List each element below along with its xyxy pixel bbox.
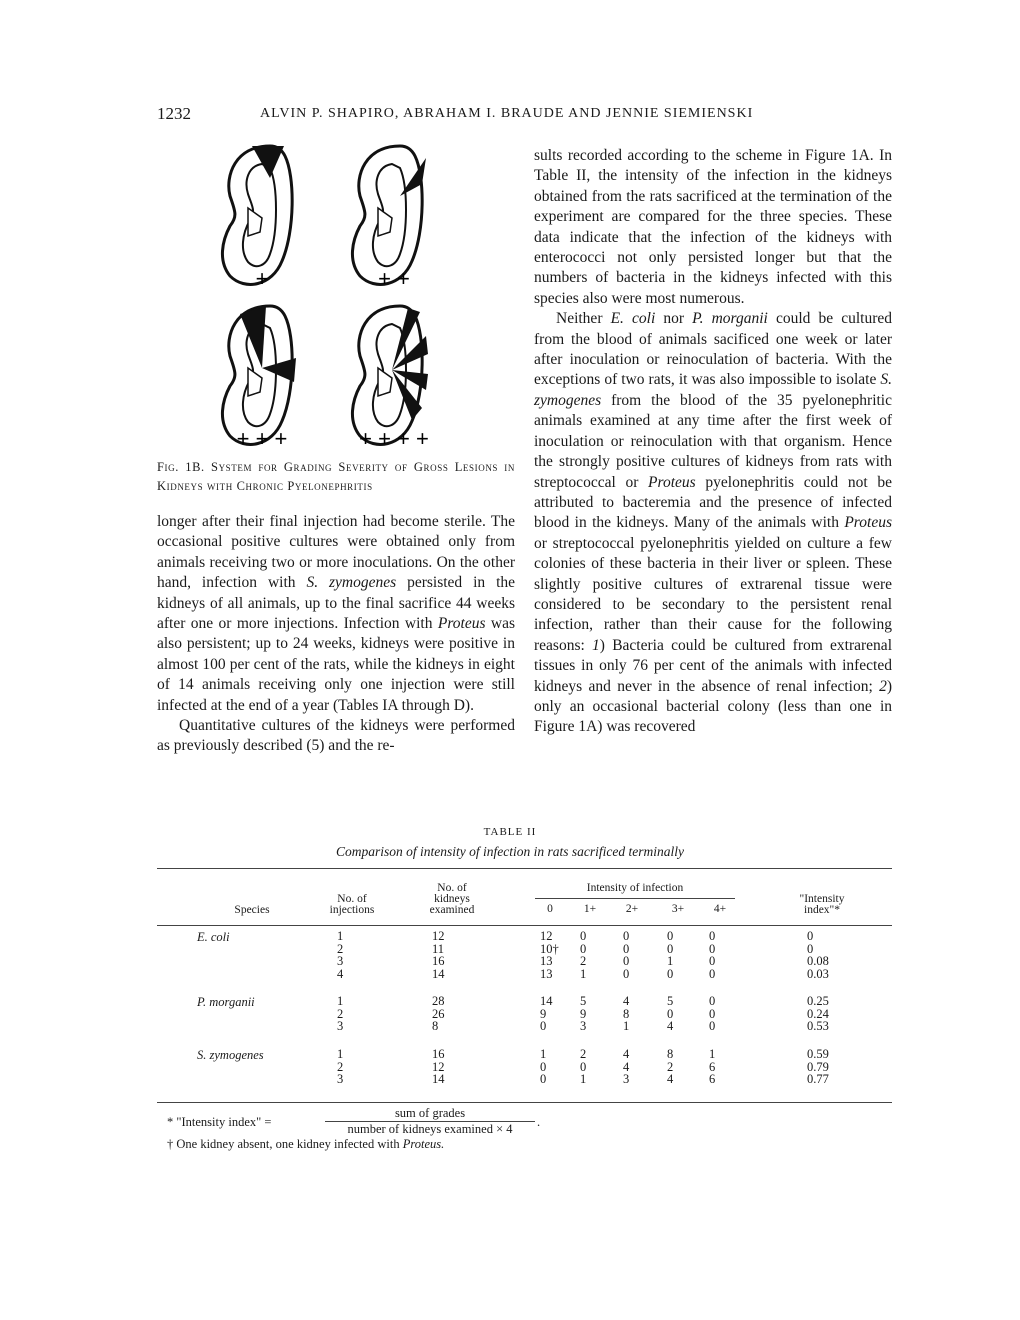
header-injections-2: injections: [329, 904, 375, 916]
table-cell: 2: [337, 941, 344, 956]
left-paragraph-2: Quantitative cultures of the kidneys were performed as previously described (5) and the re-: [157, 717, 515, 755]
table-cell: 1: [337, 929, 344, 943]
table-cell: 8: [432, 1019, 439, 1033]
table-cell: 4: [667, 1019, 674, 1033]
footnote-dagger: † One kidney absent, one kidney infected with Proteus.: [167, 1137, 445, 1151]
table-cell: 0: [580, 929, 587, 943]
header-grade-3: 3+: [671, 903, 685, 915]
table-cell: 16: [432, 954, 445, 968]
table-cell: 0: [667, 966, 674, 981]
table-cell: 0: [667, 941, 674, 956]
table-cell: 0.53: [807, 1019, 829, 1033]
table-cell: 0: [623, 966, 630, 981]
table-cell: 3: [623, 1072, 630, 1086]
header-grade-1: 1+: [583, 903, 597, 915]
page-number: 1232: [157, 104, 191, 123]
table-cell: 0: [709, 941, 716, 956]
table-cell: 3: [337, 954, 344, 968]
table-cell: 9: [540, 1006, 547, 1021]
table-cell: 4: [623, 994, 630, 1008]
grade-label-4: + + + +: [359, 426, 429, 451]
table-cell: 0: [667, 929, 674, 943]
table-cell: 0: [540, 1072, 547, 1086]
table-cell: 0: [667, 1006, 674, 1021]
table-cell: 0: [623, 929, 630, 943]
kidney-grade-1: [222, 146, 292, 284]
grade-label-3: + + +: [236, 426, 288, 451]
table-cell: 13: [540, 966, 553, 981]
footnote-denominator: number of kidneys examined × 4: [347, 1122, 513, 1136]
table-cell: 8: [623, 1006, 630, 1021]
figure-caption: [157, 458, 515, 496]
header-kidneys-1: No. of: [437, 882, 467, 894]
table-cell: 0: [540, 1059, 547, 1074]
table-cell: 0: [807, 929, 814, 943]
table-cell: 0.03: [807, 966, 829, 981]
table-cell: 16: [432, 1047, 445, 1061]
table-cell: 2: [337, 1006, 344, 1021]
table-cell: 1: [623, 1019, 630, 1033]
table-cell: 12: [432, 929, 445, 943]
header-index-1: "Intensity: [799, 893, 845, 905]
grade-label-2: + +: [378, 266, 410, 291]
header-kidneys-2: kidneys: [434, 893, 470, 905]
table-cell: 1: [337, 1047, 344, 1061]
table-cell: 0.79: [807, 1059, 829, 1074]
table-cell: 0.77: [807, 1072, 829, 1086]
table-cell: 0: [709, 1006, 716, 1021]
table-cell: 6: [709, 1072, 716, 1086]
footnote-index-label: * "Intensity index" =: [167, 1115, 272, 1129]
table-cell: 26: [432, 1006, 445, 1021]
table-cell: 14: [432, 1072, 445, 1086]
table-cell: 1: [540, 1047, 547, 1061]
table-cell: 14: [540, 994, 553, 1008]
kidney-grade-2: [352, 146, 426, 284]
table-cell: 13: [540, 954, 553, 968]
table-cell: 9: [580, 1006, 587, 1021]
table-cell: 0: [709, 954, 716, 968]
grade-label-1: +: [255, 266, 269, 291]
table-cell: 3: [337, 1019, 344, 1033]
table-cell: 0: [540, 1019, 547, 1033]
header-kidneys-3: examined: [429, 904, 475, 916]
table-cell: 4: [667, 1072, 674, 1086]
header-grade-2: 2+: [625, 903, 639, 915]
table-cell: 12: [540, 929, 553, 943]
species-label: S. zymogenes: [197, 1048, 264, 1062]
running-head: ALVIN P. SHAPIRO, ABRAHAM I. BRAUDE AND JENNIE SIEMIENSKI: [260, 106, 754, 121]
table-cell: 2: [580, 954, 587, 968]
table-cell: 14: [432, 966, 445, 981]
table-cell: 0: [623, 954, 630, 968]
species-label: E. coli: [197, 930, 230, 944]
table-cell: 2: [337, 1059, 344, 1074]
table-cell: 0.25: [807, 994, 829, 1008]
footnote-numerator: sum of grades: [394, 1106, 466, 1120]
table-cell: 3: [580, 1019, 587, 1033]
table-cell: 0.59: [807, 1047, 829, 1061]
table-cell: 1: [580, 1072, 587, 1086]
table-cell: 1: [580, 966, 587, 981]
table-cell: 4: [623, 1047, 630, 1061]
figure-caption-prefix: Fig. 1B.: [157, 460, 205, 474]
table-cell: 0.08: [807, 954, 829, 968]
table-cell: 0: [709, 929, 716, 943]
table-cell: 0: [623, 941, 630, 956]
table-cell: 0: [580, 941, 587, 956]
table-cell: 5: [667, 994, 674, 1008]
figure-kidney-grading: [200, 136, 500, 456]
table-cell: 0: [807, 941, 814, 956]
header-intensity: Intensity of infection: [586, 882, 684, 894]
left-paragraph-1: longer after their final injection had become sterile. The occasional positive cultures were obtained only from animals receiving two or more inoculations. On the other hand, infection with S. zymogenes persisted in the kidneys of all animals, up to the final sacrifice 44 weeks after one or more injections. Infection with Proteus was also persistent; up to 24 weeks, kidneys were positive in almost 100 per cent of the rats, while the kidneys in eight of 14 animals receiving only one injection were still infected at the end of a year (Tables IA through D).: [157, 513, 516, 714]
table-cell: 2: [580, 1047, 587, 1061]
kidney-grade-4: [352, 306, 428, 444]
header-index-2: index"*: [804, 904, 840, 916]
right-column: [534, 146, 892, 738]
table-cell: 11: [432, 941, 445, 956]
kidney-grade-3: [222, 306, 296, 444]
table-ii: [157, 862, 892, 1151]
table-cell: 2: [667, 1059, 674, 1074]
table-cell: 0.24: [807, 1006, 829, 1021]
table-cell: 0: [709, 1019, 716, 1033]
header-species: Species: [234, 904, 270, 916]
table-label: TABLE II: [483, 826, 537, 838]
table-cell: 1: [709, 1047, 716, 1061]
table-cell: 1: [667, 954, 674, 968]
table-cell: 0: [709, 966, 716, 981]
table-title: Comparison of intensity of infection in rats sacrificed terminally: [336, 844, 684, 859]
table-cell: 10†: [540, 941, 559, 956]
header-grade-0: 0: [547, 903, 553, 915]
table-cell: 4: [337, 966, 344, 981]
table-cell: 3: [337, 1072, 344, 1086]
table-cell: 8: [667, 1047, 674, 1061]
left-column: [157, 512, 515, 757]
figure-caption-text: System for Grading Severity of Gross Lesions in Kidneys with Chronic Pyelonephritis: [157, 460, 515, 493]
table-cell: 28: [432, 994, 445, 1008]
header-injections-1: No. of: [337, 893, 367, 905]
species-label: P. morganii: [197, 995, 255, 1009]
table-cell: 5: [580, 994, 587, 1008]
table-cell: 0: [709, 994, 716, 1008]
table-cell: 0: [580, 1059, 587, 1074]
table-cell: 1: [337, 994, 344, 1008]
footnote-period: .: [537, 1115, 541, 1129]
table-cell: 6: [709, 1059, 716, 1074]
table-cell: 12: [432, 1059, 445, 1074]
right-paragraph-2: Neither E. coli nor P. morganii could be cultured from the blood of animals sacificed one week or later after inoculation or reinoculation of bacteria. With the exceptions of two rats, it was also impossible to isolate S. zymogenes from the blood of the 35 pyelonephritic animals examined at any time after the first week of inoculation or reinoculation with that organism. Hence the strongly positive cultures of kidneys from rats with streptococcal or Proteus pyelonephritis could not be attributed to bacteremia and the presence of infected blood in the kidneys. Many of the animals with Proteus or streptococcal pyelonephritis yielded on culture a few colonies of these bacteria in their liver or spleen. These slightly positive cultures of extrarenal tissue were considered to be secondary to the persistent renal infection, rather than their cause for the following reasons: 1) Bacteria could be cultured from extrarenal tissues in only 76 per cent of the animals with infected kidneys and never in the absence of renal infection; 2) only an occasional bacterial colony (less than one in Figure 1A) was recovered: [534, 310, 892, 736]
right-paragraph-1: sults recorded according to the scheme in Figure 1A. In Table II, the intensity of the infection in the kidneys obtained from the rats sacrificed at the termination of the experiment are compared for the three species. These data indicate that the infection of the kidneys with enterococci not only persisted longer but that the numbers of bacteria in the kidneys infected with this species also were most numerous.: [534, 147, 892, 307]
table-cell: 4: [623, 1059, 630, 1074]
header-grade-4: 4+: [713, 903, 727, 915]
